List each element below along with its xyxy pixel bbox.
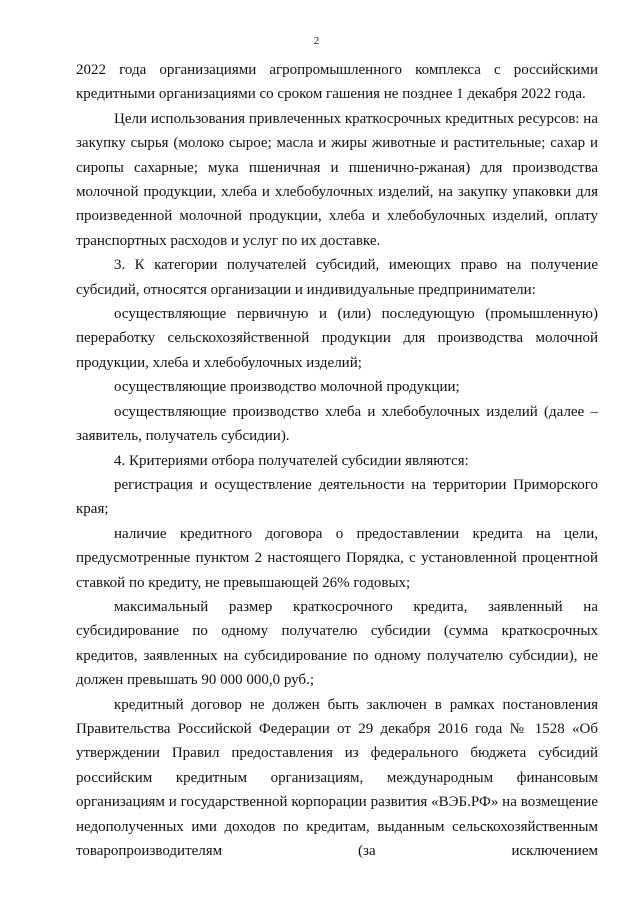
paragraph-bread-production: осуществляющие производство хлеба и хлебобулочных изделий (далее – заявитель, получатель субсидии).	[76, 403, 598, 445]
paragraph-section-4: 4. Критериями отбора получателей субсидии являются:	[114, 452, 469, 469]
paragraph-continuation: 2022 года организациями агропромышленного комплекса с российскими кредитными организациями со сроком гашения не позднее 1 декабря 2022 года.	[76, 62, 598, 103]
paragraph-credit-purposes: Цели использования привлеченных краткосрочных кредитных ресурсов: на закупку сырья (молоко сырое; масла и жиры животные и растительные; сахар и сиропы сахарные; мука пшеничная и пшенично-ржаная) для производства молочной продукции, хлеба и хлебобулочных изделий, на закупку упаковки для произведенной молочной продукции, хлеба и хлебобулочных изделий, оплату транспортных расходов и услуг по их доставке.	[76, 110, 598, 249]
paragraph-max-credit: максимальный размер краткосрочного кредита, заявленный на субсидирование по одному получателю субсидии (сумма краткосрочных кредитов, заявленных на субсидирование по одному получателю субсидии), не должен превышать 90 000 000,0 руб.;	[76, 598, 598, 689]
paragraph-processing: осуществляющие первичную и (или) последующую (промышленную) переработку сельскохозяйственной продукции для производства молочной продукции, хлеба и хлебобулочных изделий;	[76, 306, 598, 371]
paragraph-section-3: 3. К категории получателей субсидий, имеющих право на получение субсидий, относятся организации и индивидуальные предприниматели:	[76, 257, 598, 298]
paragraph-registration: регистрация и осуществление деятельности на территории Приморского края;	[76, 476, 598, 518]
paragraph-dairy-production: осуществляющие производство молочной продукции;	[114, 379, 460, 396]
document-body	[76, 58, 598, 863]
paragraph-credit-agreement: наличие кредитного договора о предоставлении кредита на цели, предусмотренные пунктом 2 настоящего Порядка, с установленной процентной ставкой по кредиту, не превышающей 26% годовых;	[76, 525, 598, 591]
page-number: 2	[313, 35, 320, 47]
paragraph-resolution-1528: кредитный договор не должен быть заключен в рамках постановления Правительства Российской Федерации от 29 декабря 2016 года № 1528 «Об утверждении Правил предоставления из федерального бюджета субсидий российским кредитным организациям, международным финансовым организациям и государственной корпорации развития «ВЭБ.РФ» на возмещение недополученных ими доходов по кредитам, выданным сельскохозяйственным товаропроизводителям (за исключением	[76, 696, 598, 859]
